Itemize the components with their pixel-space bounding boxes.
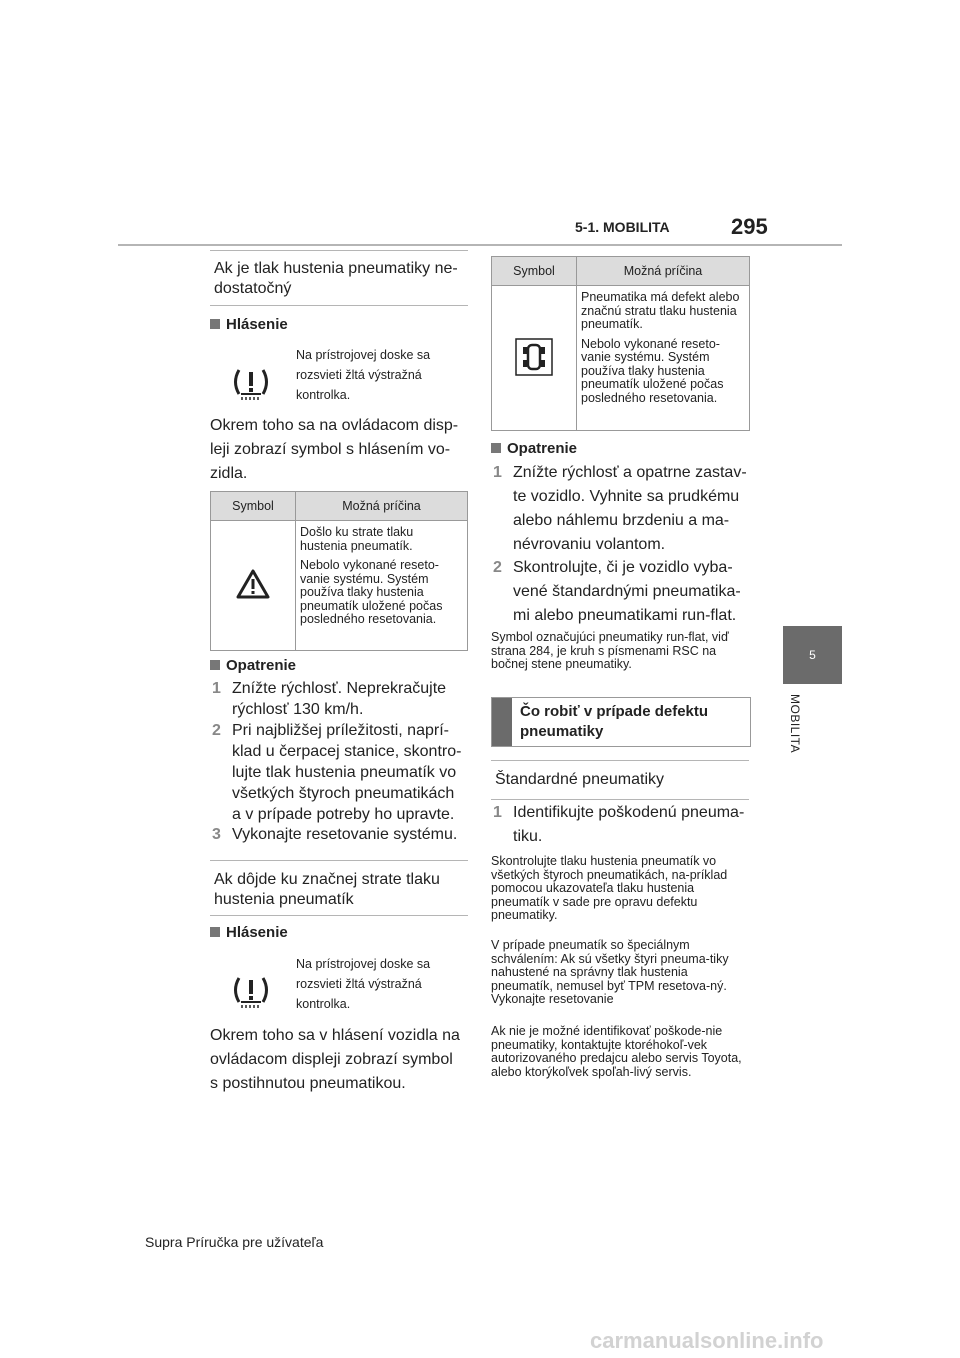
subheading-opatrenie: Opatrenie bbox=[210, 657, 296, 674]
tpms-warning-icon bbox=[229, 366, 273, 402]
column-header-cause: Možná príčina bbox=[577, 257, 750, 286]
page-number: 295 bbox=[731, 214, 768, 239]
footer-title: Supra Príručka pre užívateľa bbox=[145, 1234, 324, 1250]
note-special-approval: V prípade pneumatík so špeciálnym schválením: Ak sú všetky štyri pneuma-tiky nahustené na správny tlak hustenia pneumatík, nemusel byť TPM resetova-ný. Vykonajte resetovanie bbox=[491, 938, 729, 1006]
subheading-opatrenie: Opatrenie bbox=[491, 440, 577, 457]
column-header-symbol: Symbol bbox=[211, 492, 296, 521]
car-tires-icon bbox=[514, 366, 554, 380]
chapter-label: MOBILITA bbox=[788, 694, 802, 754]
section-heading-major-loss bbox=[210, 860, 468, 916]
cause-text: Nebolo vykonané reseto-vanie systému. Systém používa tlaky hustenia pneumatík uložené počas posledného resetovania. bbox=[581, 336, 724, 405]
section-heading-line: Štandardné pneumatiky bbox=[495, 771, 664, 788]
tpms-warning-icon bbox=[229, 974, 273, 1010]
cause-text: Nebolo vykonané reseto-vanie systému. Systém používa tlaky hustenia pneumatík uložené počas posledného resetovania. bbox=[300, 558, 443, 626]
callout-line: Čo robiť v prípade defektu bbox=[520, 703, 709, 720]
cause-text: Pneumatika má defekt alebo značnú stratu tlaku hustenia pneumatík. bbox=[581, 290, 740, 331]
callout-line: pneumatiky bbox=[520, 723, 604, 740]
step-item: 2 Skontrolujte, či je vozidlo vyba- vené štandardnými pneumatika- mi alebo pneumatikami run-flat. bbox=[493, 559, 741, 624]
section-title: 5-1. MOBILITA bbox=[575, 219, 670, 235]
subheading-hlasenie: Hlásenie bbox=[210, 924, 288, 941]
step-item: 1 Znížte rýchlosť. Neprekračujte rýchlosť 130 km/h. bbox=[212, 680, 447, 718]
dashboard-notice: Na prístrojovej doske sa rozsvieti žltá výstražná kontrolka. bbox=[296, 348, 431, 402]
section-heading-standard-tires bbox=[491, 760, 749, 800]
symbol-table-defect bbox=[491, 256, 750, 431]
section-heading-line: hustenia pneumatík bbox=[214, 891, 354, 908]
subheading-hlasenie: Hlásenie bbox=[210, 316, 288, 333]
column-header-symbol: Symbol bbox=[492, 257, 577, 286]
hazard-triangle-icon bbox=[236, 588, 270, 602]
step-item: 1 Identifikujte poškodenú pneuma- tiku. bbox=[493, 804, 745, 845]
section-heading-low-pressure bbox=[210, 250, 468, 306]
step-item: 1 Znížte rýchlosť a opatrne zastav- te vozidlo. Vyhnite sa prudkému alebo náhlemu brzdeniu a ma- névrovaniu volantom. bbox=[493, 464, 747, 553]
note-check-pressure: Skontrolujte tlaku hustenia pneumatík vo všetkých štyroch pneumatikách, na-príklad pomocou ukazovateľa tlaku hustenia pneumatík v sade pre opravu defektu pneumatiky. bbox=[491, 854, 728, 922]
section-heading-line: Ak je tlak hustenia pneumatiky ne- bbox=[214, 260, 458, 277]
paragraph-affected-tire: Okrem toho sa v hlásení vozidla na ovládacom displeji zobrazí symbol s postihnutou pneumatikou. bbox=[210, 1027, 460, 1092]
symbol-table-pressure-loss bbox=[210, 491, 468, 651]
cause-text: Došlo ku strate tlaku hustenia pneumatík. bbox=[300, 525, 414, 553]
chapter-tab: 5 bbox=[783, 626, 842, 684]
note-contact-service: Ak nie je možné identifikovať poškode-nie pneumatiky, kontaktujte ktoréhokoľ-vek autorizovaného predajcu alebo servis Toyota, alebo ktorýkoľvek spoľah-livý servis. bbox=[491, 1024, 742, 1079]
paragraph-display-symbol: Okrem toho sa na ovládacom disp- leji zobrazí symbol s hlásením vo- zidla. bbox=[210, 417, 459, 482]
column-header-cause: Možná príčina bbox=[296, 492, 468, 521]
section-heading-line: dostatočný bbox=[214, 280, 292, 297]
watermark: carmanualsonline.info bbox=[590, 1328, 824, 1353]
section-heading-line: Ak dôjde ku značnej strate tlaku bbox=[214, 871, 440, 888]
callout-bar bbox=[492, 698, 512, 746]
step-item: 2 Pri najbližšej príležitosti, naprí- klad u čerpacej stanice, skontro- lujte tlak hustenia pneumatík vo všetkých štyroch pneumatikách a v prípade potreby ho upravte. bbox=[212, 722, 462, 823]
header-rule bbox=[118, 244, 842, 246]
step-item: 3 Vykonajte resetovanie systému. bbox=[212, 826, 458, 843]
callout-tire-defect bbox=[491, 697, 751, 747]
runflat-note: Symbol označujúci pneumatiky run-flat, viď strana 284, je kruh s písmenami RSC na bočnej stene pneumatiky. bbox=[491, 630, 729, 671]
dashboard-notice: Na prístrojovej doske sa rozsvieti žltá výstražná kontrolka. bbox=[296, 957, 431, 1011]
